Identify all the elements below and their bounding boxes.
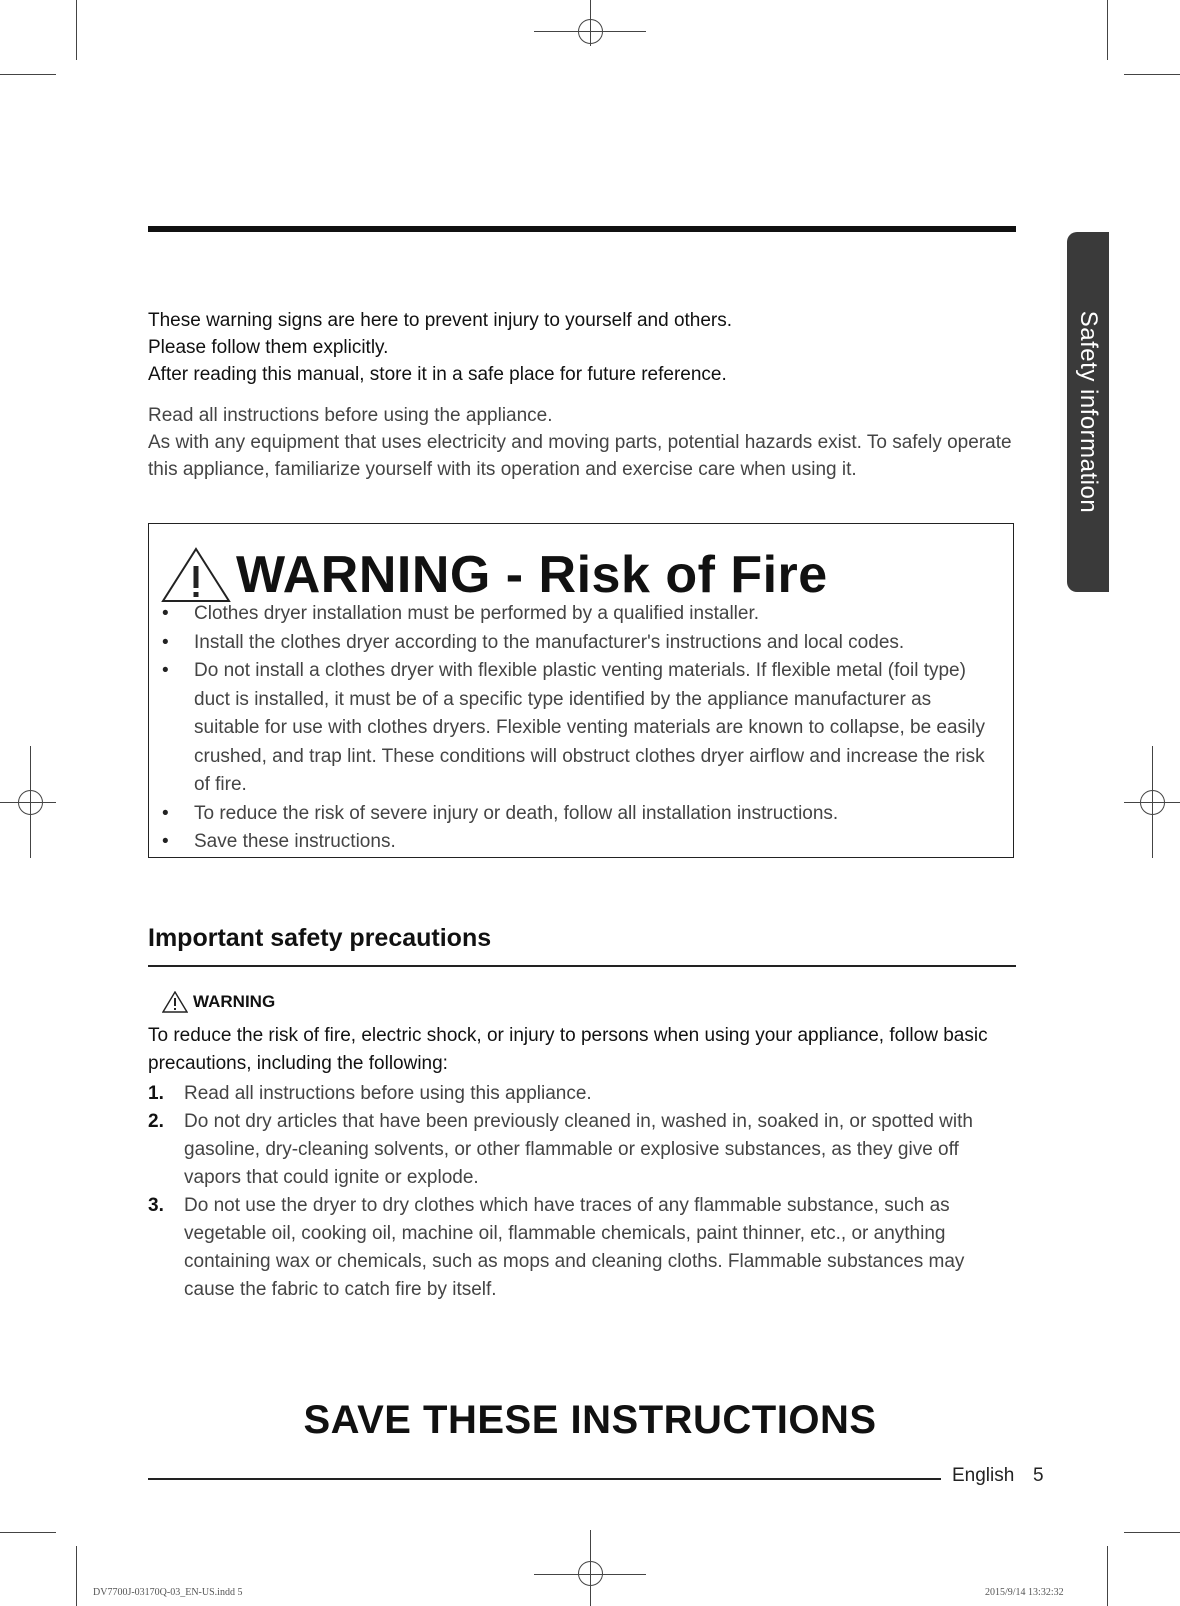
intro-line: These warning signs are here to prevent injury to yourself and others. (148, 310, 733, 331)
item-number: 2. (148, 1111, 164, 1132)
intro-paragraph: Read all instructions before using the appliance. (148, 405, 553, 426)
item-text: Read all instructions before using this appliance. (184, 1083, 592, 1104)
fire-warning-title-text: WARNING - Risk of Fire (236, 546, 828, 604)
fire-warning-list (160, 600, 1000, 857)
warning-triangle-icon (162, 991, 188, 1013)
page-number: 5 (1033, 1465, 1044, 1486)
print-slug-file: DV7700J-03170Q-03_EN-US.indd 5 (93, 1587, 243, 1598)
crop-mark (0, 1532, 56, 1533)
lead-text: To reduce the risk of fire, electric shock, or injury to persons when using your appliance, follow basic precautions, including the following: (148, 1025, 988, 1074)
intro-paragraph: As with any equipment that uses electricity and moving parts, potential hazards exist. To safely operate this appliance, familiarize yourself with its operation and exercise care when using it. (148, 432, 1012, 480)
registration-mark (578, 1561, 603, 1586)
list-item: • Do not install a clothes dryer with flexible plastic venting materials. If flexible metal (foil type) duct is installed, it must be of a specific type identified by the appliance manufacturer as suitable for use with clothes dryers. Flexible venting materials are known to collapse, be easily crushed, and trap lint. These conditions will obstruct clothes dryer airflow and increase the risk of fire. (160, 657, 1000, 800)
crop-mark (76, 1546, 77, 1606)
side-tab-label: Safety information (1075, 310, 1102, 514)
list-item: • Clothes dryer installation must be performed by a qualified installer. (160, 600, 1000, 629)
intro-light-text (148, 402, 1018, 483)
registration-mark (578, 19, 603, 44)
intro-line: Please follow them explicitly. (148, 337, 389, 358)
save-instructions-heading: SAVE THESE INSTRUCTIONS (303, 1398, 877, 1442)
intro-bold-text (148, 307, 1018, 388)
list-item: • To reduce the risk of severe injury or death, follow all installation instructions. (160, 800, 1000, 829)
header-rule (148, 226, 1016, 232)
list-item: • Install the clothes dryer according to the manufacturer's instructions and local codes. (160, 629, 1000, 658)
crop-mark (1107, 0, 1108, 60)
warning-triangle-icon (160, 546, 232, 604)
section-rule (148, 965, 1016, 967)
section-title: Important safety precautions (148, 924, 492, 952)
precautions-list (148, 1080, 1018, 1304)
warning-label-text: WARNING (193, 992, 276, 1011)
precautions-lead (148, 1022, 1018, 1078)
item-number: 1. (148, 1083, 164, 1104)
registration-mark (18, 790, 43, 815)
list-item (148, 1192, 1018, 1304)
crop-mark (0, 74, 56, 75)
item-text: Do not dry articles that have been previously cleaned in, washed in, soaked in, or spotted with gasoline, dry-cleaning solvents, or other flammable or explosive substances, as they give off vapors that could ignite or explode. (184, 1111, 973, 1188)
registration-mark (1140, 790, 1165, 815)
intro-line: After reading this manual, store it in a safe place for future reference. (148, 364, 727, 385)
item-text: Do not use the dryer to dry clothes which have traces of any flammable substance, such as vegetable oil, cooking oil, machine oil, flammable chemicals, paint thinner, etc., or anything containing wax or chemicals, such as mops and cleaning cloths. Flammable substances may cause the fabric to catch fire by itself. (184, 1195, 965, 1300)
footer-rule (148, 1478, 941, 1480)
crop-mark (1107, 1546, 1108, 1606)
crop-mark (1124, 74, 1180, 75)
item-number: 3. (148, 1195, 164, 1216)
footer-language: English (952, 1465, 1015, 1486)
list-item (148, 1080, 1018, 1108)
list-item: • Save these instructions. (160, 828, 1000, 857)
crop-mark (1124, 1532, 1180, 1533)
section-side-tab (1067, 232, 1109, 592)
crop-mark (76, 0, 77, 60)
print-slug-date: 2015/9/14 13:32:32 (985, 1587, 1064, 1598)
warning-label (162, 990, 275, 1014)
list-item (148, 1108, 1018, 1192)
